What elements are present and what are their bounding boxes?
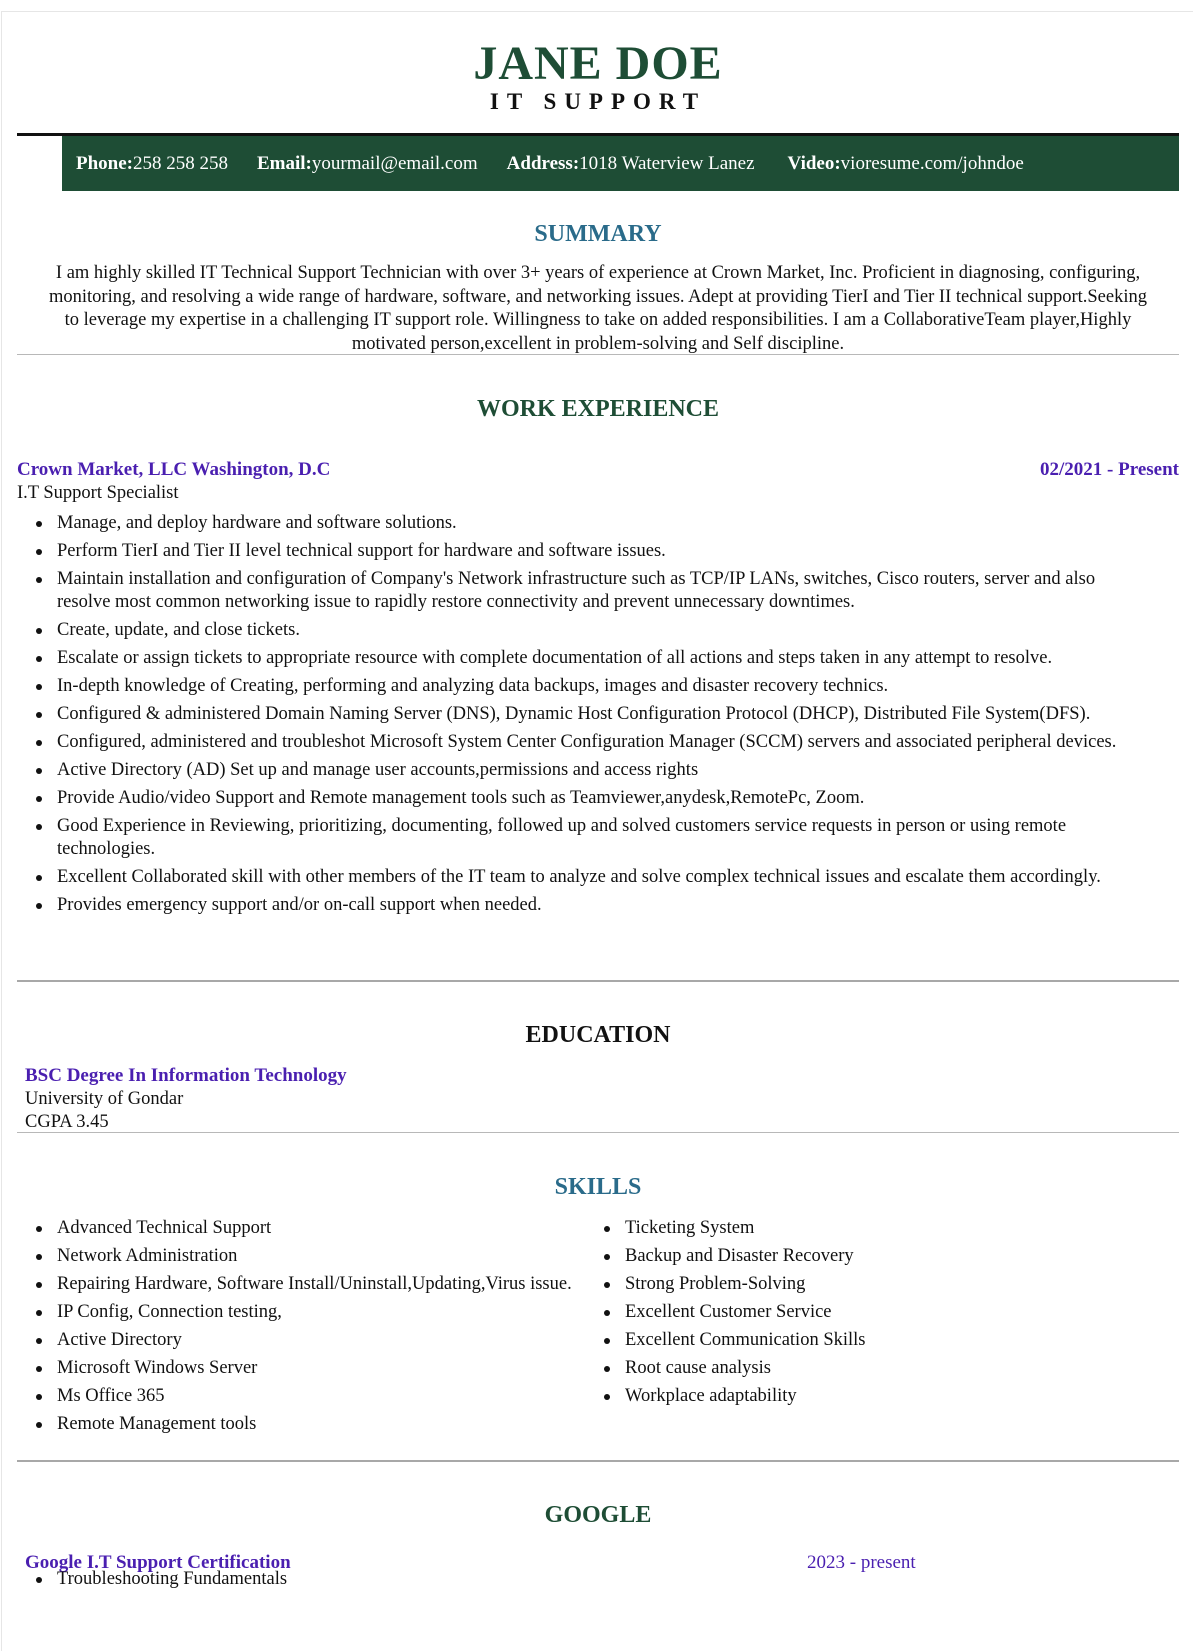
list-item: Backup and Disaster Recovery: [585, 1245, 1145, 1268]
contact-email: [257, 153, 478, 175]
certification-date: 2023 - present: [807, 1552, 916, 1573]
education-degree: BSC Degree In Information Technology: [25, 1065, 347, 1086]
education-title: EDUCATION: [525, 1022, 671, 1048]
education-entry: [25, 1064, 347, 1135]
list-item: Strong Problem-Solving: [585, 1273, 1145, 1296]
job-company: Crown Market, LLC Washington, D.C: [17, 459, 331, 480]
contact-bar: [62, 136, 1179, 191]
contact-video: [788, 153, 1024, 175]
list-item: Good Experience in Reviewing, prioritizing, documenting, followed up and solved customers service requests in person or using remote technologies.: [17, 815, 1137, 861]
list-item: Provide Audio/video Support and Remote management tools such as Teamviewer,anydesk,RemotePc, Zoom.: [17, 787, 1137, 810]
job-role: I.T Support Specialist: [17, 483, 179, 503]
list-item: Ms Office 365: [17, 1385, 577, 1408]
skills-divider: [17, 1460, 1179, 1462]
list-item: Microsoft Windows Server: [17, 1357, 577, 1380]
list-item: Excellent Communication Skills: [585, 1329, 1145, 1352]
education-divider: [17, 1132, 1179, 1133]
certification-name: Google I.T Support Certification: [25, 1552, 291, 1573]
list-item: Excellent Customer Service: [585, 1301, 1145, 1324]
list-item: Active Directory (AD) Set up and manage user accounts,permissions and access rights: [17, 759, 1137, 782]
contact-phone: [76, 153, 228, 175]
list-item: Maintain installation and configuration of Company's Network infrastructure such as TCP/IP LANs, switches, Cisco routers, server and also resolve most common networking issue to rapidly restore connectivity and prevent unnecessary downtimes.: [17, 568, 1137, 614]
list-item: Repairing Hardware, Software Install/Uninstall,Updating,Virus issue.: [17, 1273, 577, 1296]
work-divider: [17, 980, 1179, 982]
list-item: Root cause analysis: [585, 1357, 1145, 1380]
list-item: Advanced Technical Support: [17, 1217, 577, 1240]
summary-text: I am highly skilled IT Technical Support Technician with over 3+ years of experience at Crown Market, Inc. Proficient in diagnosing, configuring, monitoring, and resolving a wide range of hardware, software, and networking issues. Adept at providing TierI and Tier II technical support.Seeking to leverage my expertise in a challenging IT support role. Willingness to take on added responsibilities. I am a CollaborativeTeam player,Highly motivated person,excellent in problem-solving and Self discipline.: [49, 263, 1147, 354]
work-title: WORK EXPERIENCE: [476, 396, 720, 422]
contact-phone-value: 258 258 258: [133, 152, 228, 174]
contact-address-label: Address:: [506, 152, 580, 174]
education-gpa: CGPA 3.45: [25, 1112, 109, 1132]
contact-address: [507, 153, 755, 175]
skills-title: SKILLS: [554, 1174, 642, 1200]
certification-title: GOOGLE: [544, 1502, 652, 1528]
resume-page: [1, 11, 1193, 1651]
list-item: Manage, and deploy hardware and software solutions.: [17, 512, 1137, 535]
skills-list-right: [585, 1217, 1145, 1413]
summary-divider: [17, 354, 1179, 355]
certification-bullets: [17, 1568, 1137, 1596]
list-item: Remote Management tools: [17, 1413, 577, 1436]
list-item: Troubleshooting Fundamentals: [17, 1568, 1137, 1591]
list-item: In-depth knowledge of Creating, performing and analyzing data backups, images and disaster recovery technics.: [17, 675, 1137, 698]
contact-video-value: vioresume.com/johndoe: [840, 152, 1024, 174]
contact-video-label: Video:: [787, 152, 841, 174]
education-school: University of Gondar: [25, 1088, 184, 1109]
list-item: Configured & administered Domain Naming Server (DNS), Dynamic Host Configuration Protocol (DHCP), Distributed File System(DFS).: [17, 703, 1137, 726]
list-item: Create, update, and close tickets.: [17, 619, 1137, 642]
list-item: IP Config, Connection testing,: [17, 1301, 577, 1324]
list-item: Ticketing System: [585, 1217, 1145, 1240]
list-item: Excellent Collaborated skill with other members of the IT team to analyze and solve complex technical issues and escalate them accordingly.: [17, 866, 1137, 889]
contact-email-label: Email:: [257, 152, 312, 174]
skills-list-left: [17, 1217, 577, 1441]
summary-title: SUMMARY: [534, 221, 662, 247]
list-item: Workplace adaptability: [585, 1385, 1145, 1408]
contact-phone-label: Phone:: [76, 152, 133, 174]
job-date: 02/2021 - Present: [1040, 459, 1179, 480]
contact-address-value: 1018 Waterview Lanez: [579, 152, 755, 174]
contact-email-value: yourmail@email.com: [311, 152, 478, 174]
list-item: Provides emergency support and/or on-call support when needed.: [17, 894, 1137, 917]
work-bullets: [17, 512, 1137, 922]
list-item: Configured, administered and troubleshot Microsoft System Center Configuration Manager (SCCM) servers and associated peripheral devices.: [17, 731, 1137, 754]
list-item: Escalate or assign tickets to appropriate resource with complete documentation of all actions and steps taken in any attempt to resolve.: [17, 647, 1137, 670]
list-item: Active Directory: [17, 1329, 577, 1352]
list-item: Perform TierI and Tier II level technical support for hardware and software issues.: [17, 540, 1137, 563]
candidate-role: IT SUPPORT: [489, 89, 707, 114]
list-item: Network Administration: [17, 1245, 577, 1268]
candidate-name: JANE DOE: [473, 37, 723, 90]
